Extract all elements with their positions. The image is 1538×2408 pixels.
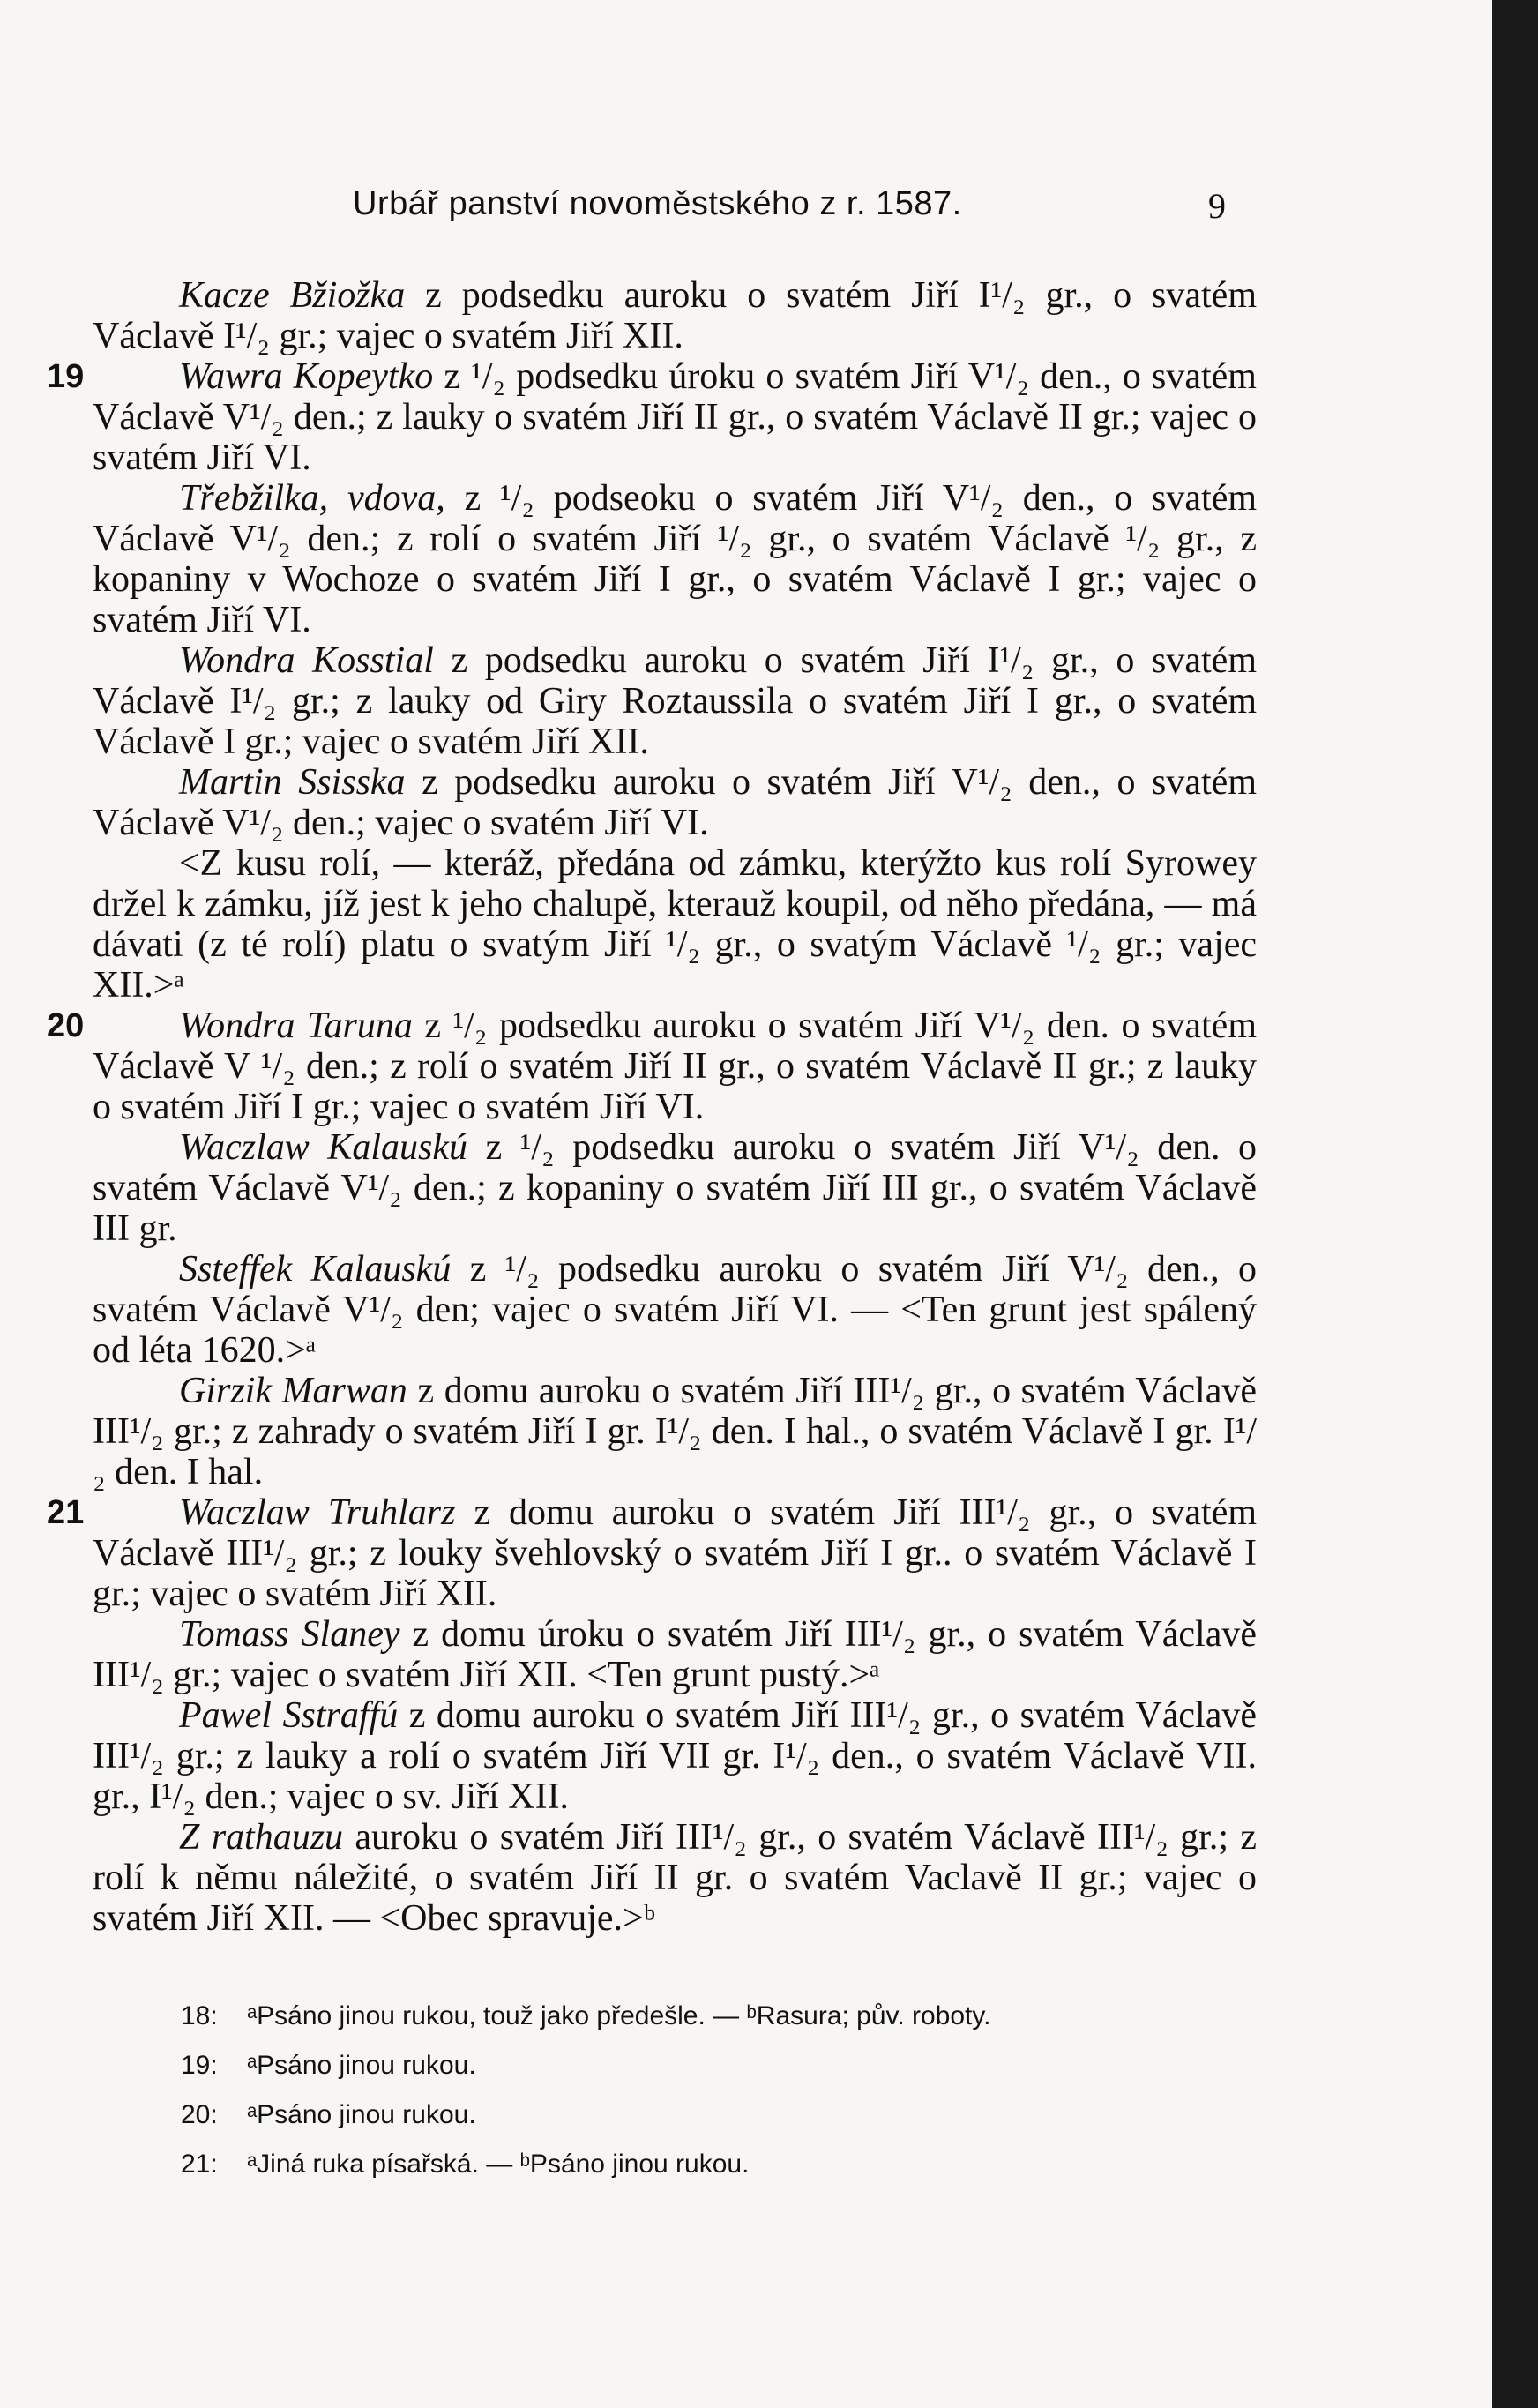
entry-name: Třebžilka, vdova, <box>179 478 445 519</box>
footnote-text: ᵃJiná ruka písařská. — ᵇPsáno jinou rukou. <box>247 2150 750 2179</box>
entry-paragraph <box>93 762 1257 843</box>
footnote-label: 20: <box>181 2100 218 2129</box>
entry-paragraph <box>47 356 1257 478</box>
footnote <box>181 2140 1283 2189</box>
footnote-label: 21: <box>181 2150 218 2179</box>
footnote <box>181 2090 1283 2140</box>
scan-page-edge <box>1492 0 1538 2408</box>
entry-name: Martin Ssisska <box>179 762 406 803</box>
entry-text: z domu auroku o svatém Jiří III¹/₂ gr., o svatém Václavě III¹/₂ gr.; z lauky a rolí o svatém Jiří VII gr. I¹/₂ den., o svatém Václavě VII. gr., I¹/₂ den.; vajec o sv. Jiří XII. <box>93 1695 1257 1817</box>
footnote-text: ᵃPsáno jinou rukou. <box>247 2100 476 2129</box>
entry-text: auroku o svatém Jiří III¹/₂ gr., o svatém Václavě III¹/₂ gr.; z rolí k němu náležité, o svatém Jiří II gr. o svatém Vaclavě II gr.; vajec o svatém Jiří XII. — <Obec spravuje.>ᵇ <box>93 1817 1257 1939</box>
entry-text: z podsedku auroku o svatém Jiří I¹/₂ gr., o svatém Václavě I¹/₂ gr.; z lauky od Giry Roztaussila o svatém Jiří I gr., o svatém Václavě I gr.; vajec o svatém Jiří XII. <box>93 640 1257 762</box>
entry-paragraph <box>93 1371 1257 1492</box>
entry-name: Tomass Slaney <box>179 1614 400 1655</box>
entry-name: Wondra Taruna <box>179 1006 413 1046</box>
entry-name: Kacze Bžiožka <box>179 275 406 316</box>
entry-paragraph <box>93 1695 1257 1817</box>
urbar-body-text <box>47 275 1258 1939</box>
entry-paragraph <box>47 1006 1257 1127</box>
footnote <box>181 1992 1283 2041</box>
margin-number: 20 <box>47 1007 85 1044</box>
entry-name: Girzik Marwan <box>179 1371 407 1411</box>
entry-name: Ssteffek Kalauskú <box>179 1249 452 1290</box>
entry-paragraph <box>47 1492 1258 1614</box>
footnote-label: 18: <box>181 2001 218 2030</box>
entry-name: Waczlaw Truhlarz <box>179 1492 456 1533</box>
entry-text: z ¹/₂ podsedku auroku o svatém Jiří V¹/₂ den., o svatém Václavě V¹/₂ den; vajec o svatém Jiří VI. — <Ten grunt jest spálený od léta 1620.>ᵃ <box>93 1249 1257 1371</box>
entry-text: z domu úroku o svatém Jiří III¹/₂ gr., o svatém Václavě III¹/₂ gr.; vajec o svatém Jiří XII. <Ten grunt pustý.>ᵃ <box>93 1614 1257 1695</box>
margin-number: 19 <box>47 358 85 395</box>
entry-text: z ¹/₂ podseoku o svatém Jiří V¹/₂ den., o svatém Václavě V¹/₂ den.; z rolí o svatém Jiří ¹/₂ gr., o svatém Václavě ¹/₂ gr., z kopaniny v Wochoze o svatém Jiří I gr., o svatém Václavě I gr.; vajec o svatém Jiří VI. <box>93 478 1258 640</box>
entry-paragraph <box>93 640 1257 762</box>
entry-paragraph <box>93 843 1257 1006</box>
entry-text: z ¹/₂ podsedku auroku o svatém Jiří V¹/₂ den. o svatém Václavě V¹/₂ den.; z kopaniny o svatém Jiří III gr., o svatém Václavě III gr. <box>93 1127 1257 1249</box>
entry-text: <Z kusu rolí, — kteráž, předána od zámku, kterýžto kus rolí Syrowey držel k zámku, jíž jest k jeho chalupě, kterauž koupil, od něho předána, — má dávati (z té rolí) platu o svatým Jiří ¹/₂ gr., o svatým Václavě ¹/₂ gr.; vajec XII.>ᵃ <box>93 843 1257 1006</box>
entry-text: z domu auroku o svatém Jiří III¹/₂ gr., o svatém Václavě III¹/₂ gr.; z zahrady o svatém Jiří I gr. I¹/₂ den. I hal., o svatém Václavě I gr. I¹/₂ den. I hal. <box>93 1371 1257 1492</box>
entry-text: z podsedku auroku o svatém Jiří I¹/₂ gr., o svatém Václavě I¹/₂ gr.; vajec o svatém Jiří XII. <box>93 275 1257 356</box>
entry-paragraph <box>93 1249 1257 1371</box>
entry-paragraph <box>93 478 1257 640</box>
entry-name: Wawra Kopeytko <box>179 356 434 397</box>
footnote-text: ᵃPsáno jinou rukou. <box>247 2051 476 2080</box>
running-title: Urbář panství novoměstského z r. 1587. <box>353 185 962 222</box>
entry-paragraph <box>93 1127 1257 1249</box>
entry-name: Pawel Sstraffú <box>179 1695 399 1736</box>
entry-text: z domu auroku o svatém Jiří III¹/₂ gr., o svatém Václavě III¹/₂ gr.; z louky švehlovský o svatém Jiří I gr.. o svatém Václavě I gr.; vajec o svatém Jiří XII. <box>93 1492 1258 1614</box>
entry-name: Waczlaw Kalauskú <box>179 1127 468 1168</box>
entry-paragraph <box>93 1614 1257 1695</box>
entry-text: z ¹/₂ podsedku úroku o svatém Jiří V¹/₂ den., o svatém Václavě V¹/₂ den.; z lauky o svatém Jiří II gr., o svatém Václavě II gr.; vajec o svatém Jiří VI. <box>93 356 1257 478</box>
footnote-label: 19: <box>181 2051 218 2080</box>
page-number: 9 <box>1208 186 1227 226</box>
footnote <box>181 2041 1283 2090</box>
entry-text: z podsedku auroku o svatém Jiří V¹/₂ den., o svatém Václavě V¹/₂ den.; vajec o svatém Jiří VI. <box>93 762 1257 843</box>
entry-paragraph <box>93 275 1257 356</box>
entry-name: Wondra Kosstial <box>179 640 434 681</box>
entry-paragraph <box>93 1817 1257 1939</box>
entry-name: Z rathauzu <box>179 1817 344 1858</box>
entry-text: z ¹/₂ podsedku auroku o svatém Jiří V¹/₂ den. o svatém Václavě V ¹/₂ den.; z rolí o svatém Jiří II gr., o svatém Václavě II gr.; z lauky o svatém Jiří I gr.; vajec o svatém Jiří VI. <box>93 1006 1257 1127</box>
footnote-text: ᵃPsáno jinou rukou, touž jako předešle. — ᵇRasura; pův. roboty. <box>247 2001 991 2030</box>
margin-number: 21 <box>47 1494 85 1531</box>
footnotes <box>181 1992 1283 2189</box>
